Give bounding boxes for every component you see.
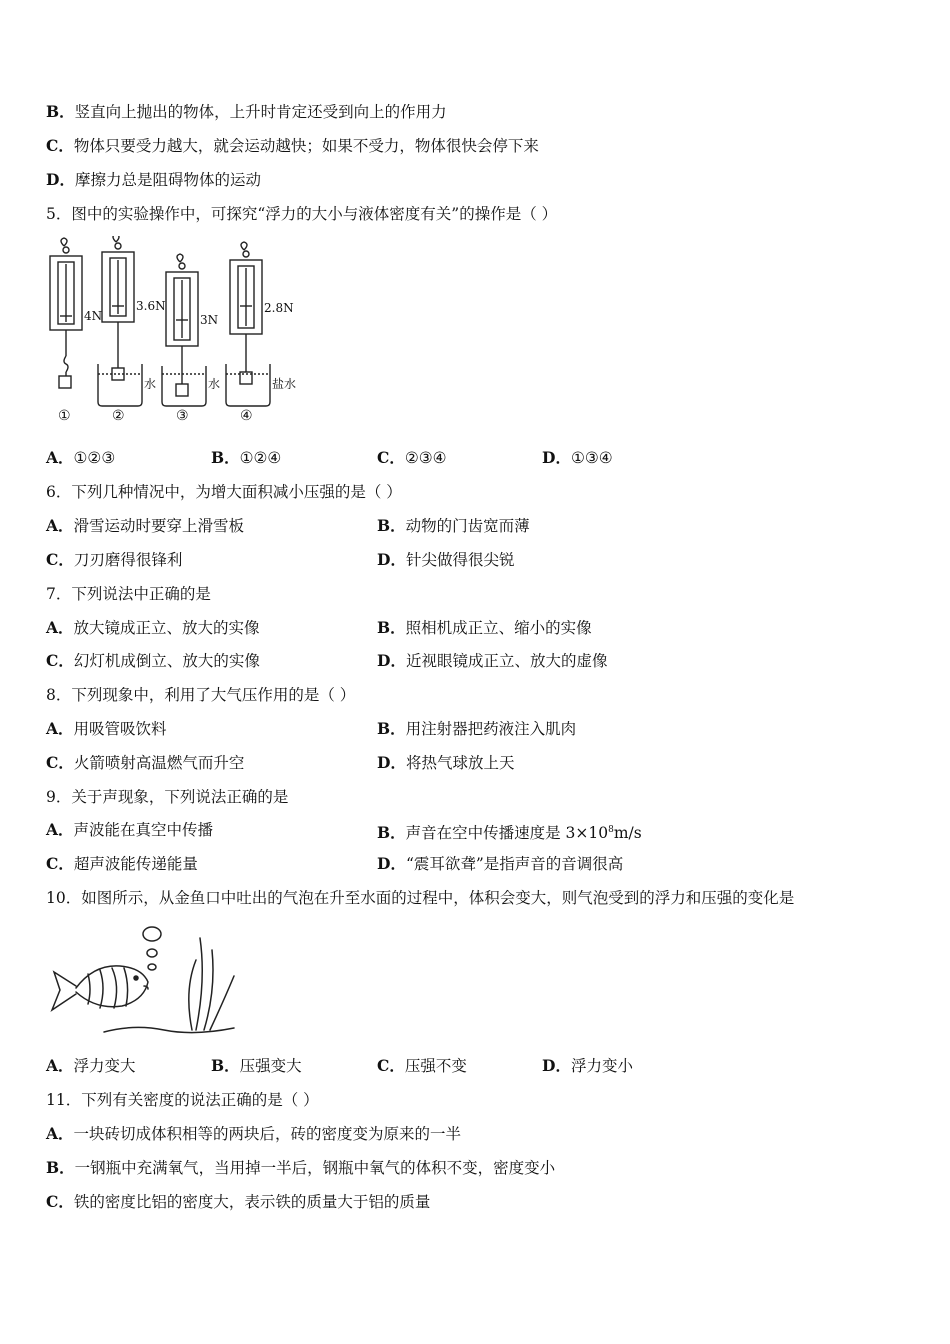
option-text: 刀刃磨得很锋利 <box>73 551 183 569</box>
option-label: A． <box>46 1124 74 1143</box>
q11-stem <box>46 1090 319 1110</box>
option-label: C． <box>46 651 74 670</box>
fish-icon <box>52 966 148 1010</box>
q10-option-c <box>377 1056 467 1076</box>
q8-option-a <box>46 719 167 739</box>
q11-option-a <box>46 1124 461 1144</box>
option-label: B． <box>211 1056 240 1075</box>
option-text: 物体只要受力越大，就会运动越快；如果不受力，物体很快会停下来 <box>73 137 539 155</box>
option-label: D． <box>377 550 406 569</box>
option-label: C． <box>377 1056 405 1075</box>
q7-option-d <box>377 651 607 671</box>
q5-stem <box>46 204 557 224</box>
option-text: 压强变大 <box>239 1057 302 1075</box>
option-text: 压强不变 <box>404 1057 467 1075</box>
option-label: B． <box>46 1158 75 1177</box>
q10-stem <box>46 888 794 908</box>
bubble-medium <box>147 949 157 957</box>
option-label: D． <box>542 448 571 467</box>
option-text: 幻灯机成倒立、放大的实像 <box>73 652 260 670</box>
q11-option-c <box>46 1192 430 1212</box>
option-text: 一钢瓶中充满氧气，当用掉一半后，钢瓶中氧气的体积不变，密度变小 <box>74 1159 556 1177</box>
option-label: A． <box>46 516 74 535</box>
q9-stem <box>46 787 288 807</box>
option-text: 浮力变小 <box>570 1057 633 1075</box>
option-label: C． <box>46 550 74 569</box>
q10-option-d <box>542 1056 633 1076</box>
option-label: C． <box>46 753 74 772</box>
q4-option-b <box>46 102 447 122</box>
option-text: 用吸管吸饮料 <box>73 720 167 738</box>
option-label: B． <box>377 823 406 843</box>
option-text: 针尖做得很尖锐 <box>405 551 515 569</box>
question-text: 9．关于声现象，下列说法正确的是 <box>46 788 289 806</box>
q6-option-b <box>377 516 530 536</box>
spring-scale-2 <box>98 236 142 406</box>
spring-scale-4 <box>226 242 270 406</box>
q10-option-a <box>46 1056 136 1076</box>
q7-stem <box>46 584 211 604</box>
reading-2: 3.6N <box>136 299 166 313</box>
q8-option-d <box>377 753 514 773</box>
reading-4: 2.8N <box>264 301 294 315</box>
bubble-large <box>143 927 161 941</box>
option-label: A． <box>46 448 74 467</box>
liquid-label-4: 盐水 <box>272 377 297 391</box>
option-label: B． <box>377 719 406 738</box>
option-text: 声音在空中传播速度是 3×10 <box>405 824 609 843</box>
option-text: 一块砖切成体积相等的两块后，砖的密度变为原来的一半 <box>73 1125 462 1143</box>
q11-option-b <box>46 1158 555 1178</box>
option-text: “震耳欲聋”是指声音的音调很高 <box>405 855 624 873</box>
unit-text: m/s <box>613 824 642 843</box>
question-text: 7．下列说法中正确的是 <box>46 585 211 603</box>
reading-1: 4N <box>84 309 103 323</box>
exponent: 8 <box>608 825 614 835</box>
option-text: ①②④ <box>239 449 282 467</box>
q4-option-c <box>46 136 539 156</box>
figure-label-2: ② <box>112 408 125 424</box>
q7-option-b <box>377 618 592 638</box>
option-text: 照相机成正立、缩小的实像 <box>405 619 592 637</box>
q8-option-b <box>377 719 576 739</box>
option-text: 超声波能传递能量 <box>73 855 198 873</box>
goldfish-figure <box>44 920 244 1040</box>
option-text: 放大镜成正立、放大的实像 <box>73 619 260 637</box>
option-text: 摩擦力总是阻碍物体的运动 <box>74 171 261 189</box>
option-label: B． <box>377 618 406 637</box>
question-text: 11．下列有关密度的说法正确的是（ ） <box>46 1091 319 1109</box>
option-label: A． <box>46 719 74 738</box>
q5-option-b <box>211 448 281 468</box>
option-label: C． <box>46 136 74 155</box>
q8-stem <box>46 685 355 705</box>
q10-option-b <box>211 1056 302 1076</box>
option-label: D． <box>542 1056 571 1075</box>
question-text: 6．下列几种情况中，为增大面积减小压强的是（ ） <box>46 483 402 501</box>
option-label: D． <box>377 854 406 873</box>
option-text: 动物的门齿宽而薄 <box>405 517 530 535</box>
figure-label-4: ④ <box>240 408 253 424</box>
option-label: C． <box>46 854 74 873</box>
q9-option-b <box>377 820 642 843</box>
question-text: 10．如图所示，从金鱼口中吐出的气泡在升至水面的过程中，体积会变大，则气泡受到的浮力和压强的变化是 <box>46 889 795 907</box>
q8-option-c <box>46 753 244 773</box>
option-text: 用注射器把药液注入肌肉 <box>405 720 577 738</box>
option-label: B． <box>211 448 240 467</box>
q6-option-d <box>377 550 514 570</box>
q5-option-d <box>542 448 613 468</box>
question-text: 5．图中的实验操作中，可探究“浮力的大小与液体密度有关”的操作是（ ） <box>46 205 558 223</box>
option-text: 滑雪运动时要穿上滑雪板 <box>73 517 245 535</box>
q9-option-d <box>377 854 623 874</box>
q7-option-a <box>46 618 260 638</box>
q5-option-c <box>377 448 447 468</box>
option-text: ①③④ <box>570 449 613 467</box>
option-label: C． <box>46 1192 74 1211</box>
figure-label-3: ③ <box>176 408 189 424</box>
option-text: ①②③ <box>73 449 116 467</box>
liquid-label-3: 水 <box>208 377 221 391</box>
liquid-label-2: 水 <box>144 377 157 391</box>
q7-option-c <box>46 651 260 671</box>
option-text: 近视眼镜成正立、放大的虚像 <box>405 652 608 670</box>
option-label: B． <box>377 516 406 535</box>
q5-option-a <box>46 448 115 468</box>
q4-option-d <box>46 170 261 190</box>
q9-option-a <box>46 820 213 840</box>
q6-option-c <box>46 550 182 570</box>
option-label: B． <box>46 102 75 121</box>
option-label: D． <box>46 170 75 189</box>
option-label: D． <box>377 651 406 670</box>
question-text: 8．下列现象中，利用了大气压作用的是（ ） <box>46 686 356 704</box>
q6-option-a <box>46 516 244 536</box>
bubble-small <box>148 964 156 970</box>
option-text: 浮力变大 <box>73 1057 136 1075</box>
option-label: C． <box>377 448 405 467</box>
option-label: A． <box>46 820 74 839</box>
q6-stem <box>46 482 402 502</box>
option-text: 火箭喷射高温燃气而升空 <box>73 754 245 772</box>
ground-line <box>104 1027 234 1032</box>
option-text: 将热气球放上天 <box>405 754 515 772</box>
q9-option-c <box>46 854 198 874</box>
option-text: 竖直向上抛出的物体，上升时肯定还受到向上的作用力 <box>74 103 447 121</box>
option-text: ②③④ <box>404 449 447 467</box>
reading-3: 3N <box>200 313 219 327</box>
option-text: 声波能在真空中传播 <box>73 821 214 839</box>
spring-scale-1 <box>50 238 82 388</box>
spring-scale-3 <box>162 254 206 406</box>
seaweed-icon <box>189 938 234 1030</box>
option-text: 铁的密度比铝的密度大，表示铁的质量大于铝的质量 <box>73 1193 431 1211</box>
option-label: A． <box>46 618 74 637</box>
spring-scale-figure <box>40 236 310 426</box>
option-label: A． <box>46 1056 74 1075</box>
option-label: D． <box>377 753 406 772</box>
figure-label-1: ① <box>58 408 71 424</box>
